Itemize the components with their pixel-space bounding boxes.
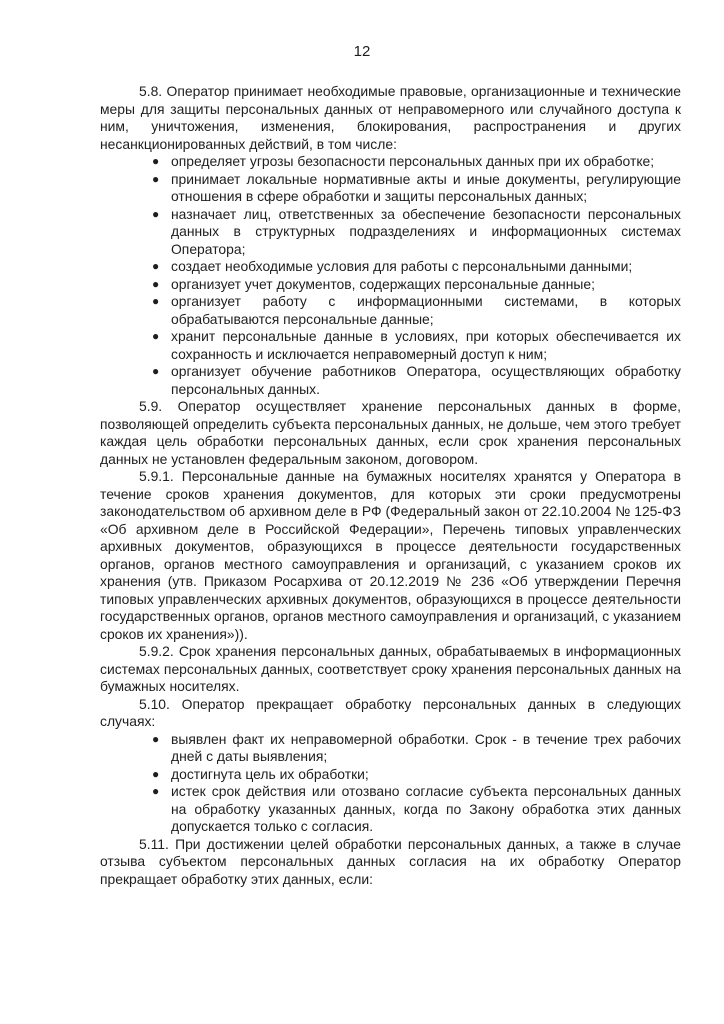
list-item: [152, 205, 681, 259]
list-item-text: достигнута цель их обработки;: [171, 765, 369, 782]
bullet-icon: ●: [152, 731, 160, 746]
document-body: [100, 83, 681, 888]
list-item-text: принимает локальные нормативные акты и иные документы, регулирующие отношения в сфере обработки и защиты персональных данных;: [171, 170, 681, 204]
list-item: [152, 765, 681, 784]
list-item-text: хранит персональные данные в условиях, при которых обеспечивается их сохранность и исключается неправомерный доступ к ним;: [171, 328, 681, 362]
list-item-text: определяет угрозы безопасности персональных данных при их обработке;: [171, 153, 655, 169]
list-item-text: создает необходимые условия для работы с персональными данными;: [171, 258, 633, 274]
bullet-icon: ●: [152, 294, 160, 308]
bullet-icon: ●: [152, 329, 160, 343]
bullet-icon: ●: [152, 784, 160, 798]
bullet-icon: ●: [152, 766, 160, 781]
list-item: [152, 783, 681, 836]
list-item: [152, 258, 681, 276]
list-item: [152, 730, 681, 766]
list-item: [152, 363, 681, 398]
list-item-text: организует учет документов, содержащих персональные данные;: [171, 275, 595, 292]
paragraph-5-8: 5.8. Оператор принимает необходимые правовые, организационные и технические меры для защиты персональных данных от неправомерного или случайного доступа к ним, уничтожения, изменения, блокирования, распространения и других несанкционированных действий, в том числе:: [100, 83, 681, 152]
paragraph-5-10: 5.10. Оператор прекращает обработку персональных данных в следующих случаях:: [100, 695, 681, 729]
list-item: [152, 328, 681, 363]
paragraph-5-9-2: 5.9.2. Срок хранения персональных данных, обрабатываемых в информационных системах персональных данных, соответствует сроку хранения персональных данных на бумажных носителях.: [100, 643, 681, 694]
paragraph-5-9: 5.9. Оператор осуществляет хранение персональных данных в форме, позволяющей определить субъекта персональных данных, не дольше, чем этого требует каждая цель обработки персональных данных, если срок хранения персональных данных не установлен федеральным законом, договором.: [100, 398, 681, 467]
list-item: [152, 170, 681, 206]
bullet-icon: ●: [152, 364, 160, 378]
page-number: 12: [353, 43, 371, 60]
bullet-icon: ●: [152, 259, 160, 273]
paragraph-5-11: 5.11. При достижении целей обработки персональных данных, а также в случае отзыва субъектом персональных данных согласия на их обработку Оператор прекращает обработку этих данных, если:: [100, 835, 681, 887]
bullet-icon: ●: [152, 171, 160, 186]
bullet-icon: ●: [152, 276, 160, 291]
bullet-icon: ●: [152, 154, 160, 168]
paragraph-5-9-1: 5.9.1. Персональные данные на бумажных носителях хранятся у Оператора в течение сроков хранения документов, для которых эти сроки предусмотрены законодательством об архивном деле в РФ (Федеральный закон от 22.10.2004 № 125-ФЗ «Об архивном деле в Российской Федерации», Перечень типовых управленческих архивных документов, образующихся в процессе деятельности государственных органов, органов местного самоуправления и организаций, с указанием сроков их хранения (утв. Приказом Росархива от 20.12.2019 № 236 «Об утверждении Перечня типовых управленческих архивных документов, образующихся в процессе деятельности государственных органов, органов местного самоуправления и организаций, с указанием сроков их хранения»)).: [100, 468, 681, 642]
list-item-text: назначает лиц, ответственных за обеспечение безопасности персональных данных в структурных подразделениях и информационных системах Оператора;: [171, 205, 681, 257]
list-item-text: организует работу с информационными системами, в которых обрабатываются персональные данные;: [171, 293, 681, 327]
list-item: [152, 275, 681, 294]
list-item-text: выявлен факт их неправомерной обработки. Срок - в течение трех рабочих дней с даты выявления;: [171, 730, 681, 764]
list-5-8: [100, 153, 681, 398]
list-5-10: [100, 731, 681, 836]
list-item: [152, 153, 681, 171]
list-item-text: истек срок действия или отозвано согласие субъекта персональных данных на обработку указанных данных, когда по Закону обработка этих данных допускается только с согласия.: [171, 783, 681, 834]
bullet-icon: ●: [152, 206, 160, 221]
list-item: [152, 293, 681, 328]
list-item-text: организует обучение работников Оператора, осуществляющих обработку персональных данных.: [171, 363, 681, 397]
